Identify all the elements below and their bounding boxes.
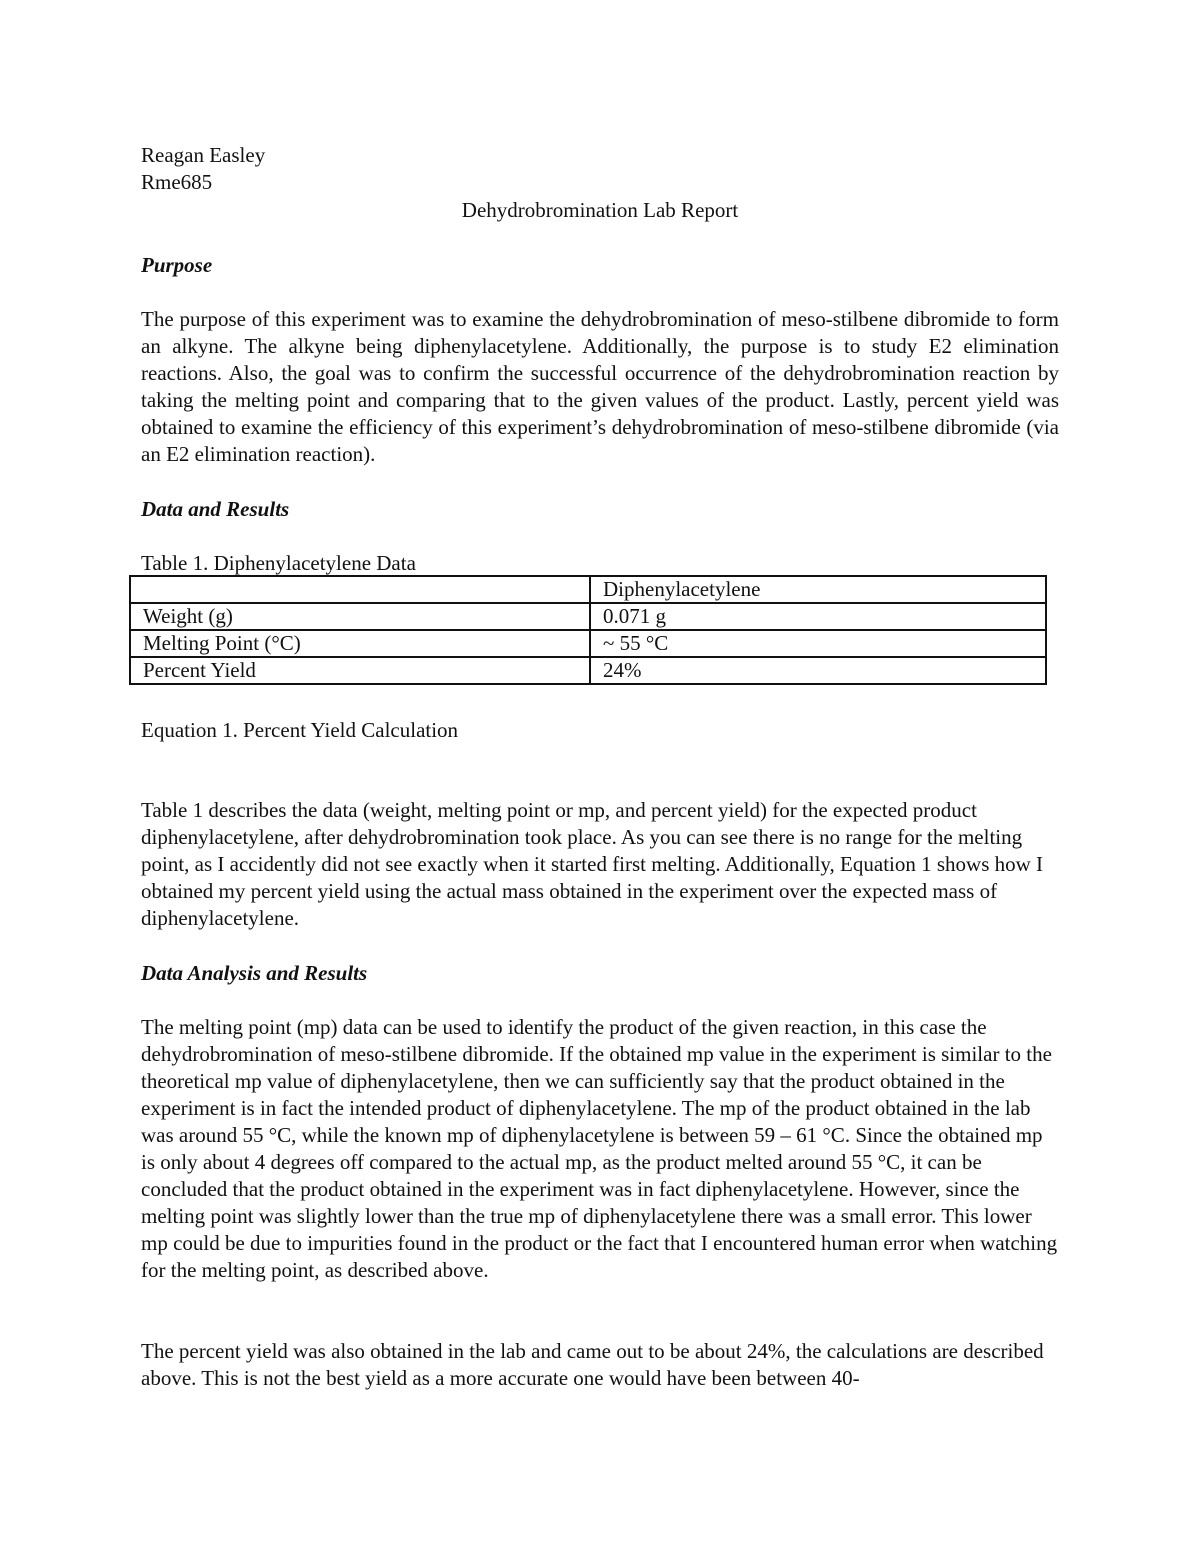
data-results-heading: Data and Results (141, 497, 290, 521)
purpose-paragraph: The purpose of this experiment was to examine the dehydrobromination of meso-stilbene dibromide to form an alkyne. The alkyne being diphenylacetylene. Additionally, the purpose is to study E2 elimination reactions. Also, the goal was to confirm the successful occurrence of the dehydrobromination reaction by taking the melting point and comparing that to the given values of the product. Lastly, percent yield was obtained to examine the efficiency of this experiment’s dehydrobromination of meso-stilbene dibromide (via an E2 elimination reaction). (141, 307, 1059, 466)
table-cell: Diphenylacetylene (590, 576, 1046, 603)
table-header-row (130, 576, 1046, 603)
table-cell: ~ 55 °C (590, 630, 1046, 657)
data-table-wrapper (141, 575, 1047, 685)
analysis-paragraph-2: The percent yield was also obtained in the lab and came out to be about 24%, the calculations are described above. This is not the best yield as a more accurate one would have been between 40- (141, 1339, 1044, 1390)
table-cell: Percent Yield (130, 657, 590, 684)
table-caption: Table 1. Diphenylacetylene Data (141, 551, 416, 575)
student-eid: Rme685 (141, 170, 213, 194)
table-cell: 24% (590, 657, 1046, 684)
purpose-heading: Purpose (141, 253, 213, 277)
analysis-paragraph-1: The melting point (mp) data can be used to identify the product of the given reaction, in this case the dehydrobromination of meso-stilbene dibromide. If the obtained mp value in the experiment is similar to the theoretical mp value of diphenylacetylene, then we can sufficiently say that the product obtained in the experiment is in fact the intended product of diphenylacetylene. The mp of the product obtained in the lab was around 55 °C, while the known mp of diphenylacetylene is between 59 – 61 °C. Since the obtained mp is only about 4 degrees off compared to the actual mp, as the product melted around 55 °C, it can be concluded that the product obtained in the experiment was in fact diphenylacetylene. However, since the melting point was slightly lower than the true mp of diphenylacetylene there was a small error. This lower mp could be due to impurities found in the product or the fact that I encountered human error when watching for the melting point, as described above. (141, 1015, 1058, 1282)
report-title: Dehydrobromination Lab Report (461, 198, 739, 222)
table-cell: Melting Point (°C) (130, 630, 590, 657)
analysis-heading: Data Analysis and Results (141, 961, 368, 985)
author-name: Reagan Easley (141, 143, 266, 167)
table-cell (130, 576, 590, 603)
table-cell: 0.071 g (590, 603, 1046, 630)
table-row (130, 603, 1046, 630)
table-row (130, 657, 1046, 684)
equation-caption: Equation 1. Percent Yield Calculation (141, 718, 459, 742)
data-table (129, 575, 1047, 685)
table-row (130, 630, 1046, 657)
table-cell: Weight (g) (130, 603, 590, 630)
data-results-paragraph: Table 1 describes the data (weight, melting point or mp, and percent yield) for the expected product diphenylacetylene, after dehydrobromination took place. As you can see there is no range for the melting point, as I accidently did not see exactly when it started first melting. Additionally, Equation 1 shows how I obtained my percent yield using the actual mass obtained in the experiment over the expected mass of diphenylacetylene. (141, 798, 1044, 930)
